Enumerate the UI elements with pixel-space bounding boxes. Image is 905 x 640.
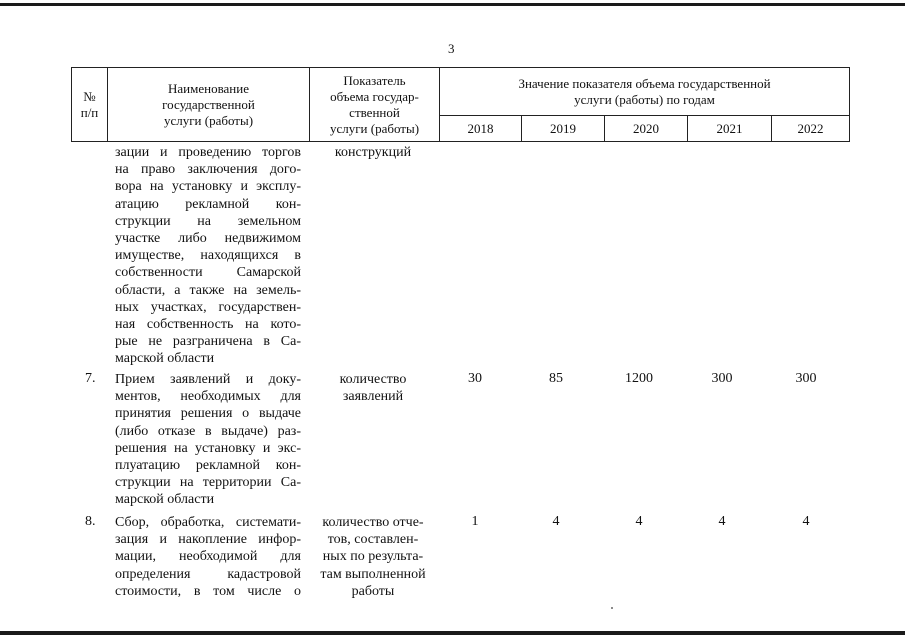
row-name-line: собственности Самарской [115,265,301,281]
row-name-line: Прием заявлений и доку- [115,372,301,387]
row-indicator-line: количество отче- [322,515,424,530]
scan-speck [611,607,613,609]
row-number: 7. [85,371,96,386]
header-year: 2021 [688,116,772,142]
row-name-line: мации, необходимой для [115,549,301,565]
row-name-cell [115,371,301,509]
header-year: 2022 [772,116,850,142]
header-indicator-line: услуги (работы) [329,120,420,136]
page-number: 3 [448,41,455,56]
row-value-2022: 300 [795,371,817,386]
row-name-line: зации и проведению торгов [115,145,301,160]
row-name-line: решения на установку и экс- [115,440,301,456]
row-name-line: плуатацию рекламной кон- [115,457,301,473]
scan-edge-top [0,3,905,6]
row-name-line: рые не разграничена в Са- [115,334,301,350]
row-indicator-cell [311,371,435,405]
row-value-2020: 4 [635,514,643,529]
row-name-line: (либо отказе в выдаче) раз- [115,423,301,439]
row-name-line: на право заключения дого- [115,162,301,178]
header-name-line: Наименование [168,80,249,96]
row-name-line: участке либо недвижимом [115,230,301,246]
row-name-cell [115,144,301,367]
row-indicator-line: количество [339,372,407,387]
row-name-line: определения кадастровой [115,566,301,582]
table-header [71,67,850,142]
row-indicator-line: тов, составлен- [327,532,419,548]
row-indicator-line: ных по результа- [322,549,424,565]
row-name-line: струкции на территории Са- [115,475,301,491]
header-name-col [108,68,310,142]
header-values-col [440,68,850,116]
row-value-2019: 4 [552,514,560,529]
header-number-line: № [83,88,96,104]
row-value-2021: 4 [718,514,726,529]
row-value-2020: 1200 [625,371,653,386]
header-name-line: услуги (работы) [163,112,254,128]
row-name-line: марской области [115,492,215,508]
header-year: 2020 [605,116,688,142]
row-name-line: ментов, необходимых для [115,389,301,405]
row-name-line: струкции на земельном [115,213,301,229]
row-indicator-line: там выполненной [320,566,426,582]
header-year: 2019 [522,116,605,142]
row-name-line: принятия решения о выдаче [115,406,301,422]
row-value-2018: 1 [471,514,479,529]
scan-edge-bottom [0,631,905,635]
header-number-col [72,68,108,142]
row-name-line: стоимости, в том числе о [115,583,301,599]
row-number: 8. [85,514,96,529]
row-indicator-line: работы [351,583,395,599]
header-indicator-line: ственной [349,104,400,120]
row-name-line: зация и накопление инфор- [115,532,301,548]
row-name-cell [115,514,301,600]
row-name-line: вора на установку и эксплу- [115,179,301,195]
row-name-line: атацию рекламной кон- [115,196,301,212]
row-value-2021: 300 [711,371,733,386]
row-indicator-line: заявлений [342,389,404,405]
header-indicator-line: объема государ- [330,88,419,104]
row-indicator-cell [311,514,435,600]
row-name-line: Сбор, обработка, системати- [115,515,301,530]
header-number-line: п/п [80,104,99,120]
row-name-line: ная собственность на кото- [115,316,301,332]
row-value-2022: 4 [802,514,810,529]
header-name-line: государственной [162,96,255,112]
row-name-line: области, а также на земель- [115,282,301,298]
row-name-line: ных участках, государствен- [115,299,301,315]
row-indicator-line: конструкций [334,145,412,160]
header-indicator-line: Показатель [343,72,406,88]
row-value-2018: 30 [468,371,482,386]
header-values-line: услуги (работы) по годам [574,91,715,107]
header-year: 2018 [440,116,522,142]
row-name-line: марской области [115,351,215,367]
header-values-line: Значение показателя объема государственной [518,75,771,91]
header-indicator-col [310,68,440,142]
row-name-line: имуществе, находящихся в [115,248,301,264]
row-value-2019: 85 [549,371,563,386]
row-indicator-cell [311,144,435,161]
